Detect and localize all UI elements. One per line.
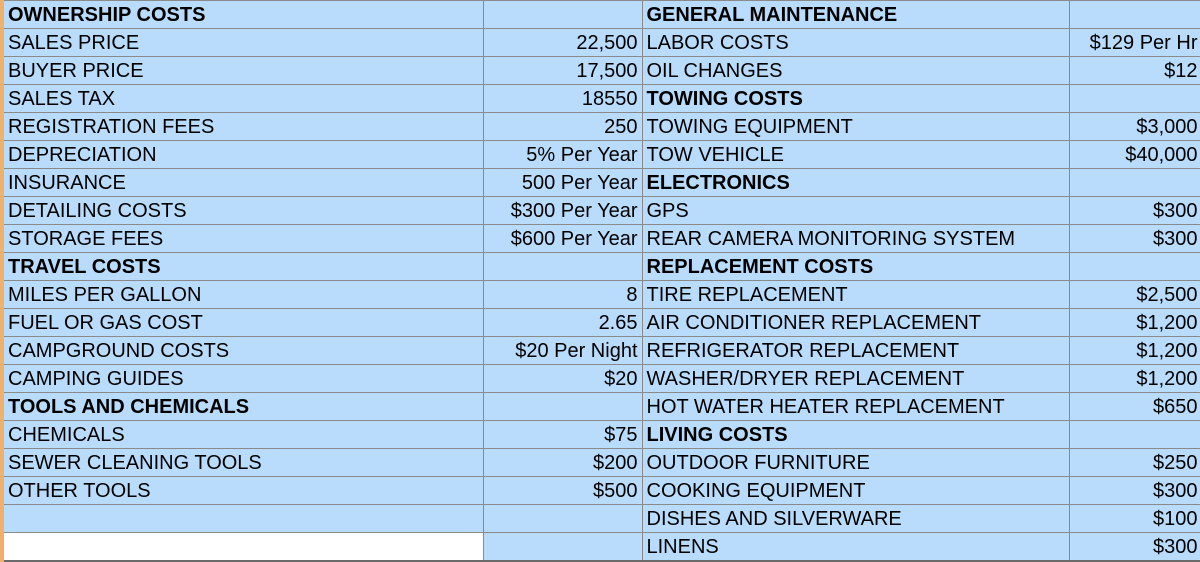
item-cell[interactable]: SEWER CLEANING TOOLS [2, 449, 483, 477]
table-row [2, 281, 1200, 309]
value-cell[interactable]: $12 [1069, 57, 1200, 85]
value-cell[interactable]: $3,000 [1069, 113, 1200, 141]
value-cell[interactable]: 8 [483, 281, 642, 309]
item-cell[interactable]: DEPRECIATION [2, 141, 483, 169]
item-cell[interactable]: OWNERSHIP COSTS [2, 1, 483, 29]
value-cell[interactable]: $650 [1069, 393, 1200, 421]
value-cell[interactable]: 5% Per Year [483, 141, 642, 169]
item-cell[interactable]: LABOR COSTS [642, 29, 1069, 57]
value-cell[interactable]: $20 [483, 365, 642, 393]
table-row [2, 113, 1200, 141]
value-cell[interactable]: $600 Per Year [483, 225, 642, 253]
item-cell[interactable]: INSURANCE [2, 169, 483, 197]
table-row [2, 85, 1200, 113]
value-cell[interactable]: $300 Per Year [483, 197, 642, 225]
value-cell[interactable] [483, 533, 642, 562]
table-row [2, 365, 1200, 393]
value-cell[interactable] [1069, 85, 1200, 113]
table-row [2, 393, 1200, 421]
item-cell[interactable]: REFRIGERATOR REPLACEMENT [642, 337, 1069, 365]
item-cell[interactable]: OIL CHANGES [642, 57, 1069, 85]
item-cell[interactable]: SALES PRICE [2, 29, 483, 57]
item-cell[interactable]: LINENS [642, 533, 1069, 562]
value-cell[interactable]: 22,500 [483, 29, 642, 57]
item-cell[interactable]: GPS [642, 197, 1069, 225]
value-cell[interactable]: 2.65 [483, 309, 642, 337]
item-cell[interactable]: AIR CONDITIONER REPLACEMENT [642, 309, 1069, 337]
item-cell[interactable]: MILES PER GALLON [2, 281, 483, 309]
item-cell[interactable]: OTHER TOOLS [2, 477, 483, 505]
item-cell[interactable]: DISHES AND SILVERWARE [642, 505, 1069, 533]
value-cell[interactable]: $40,000 [1069, 141, 1200, 169]
value-cell[interactable]: 18550 [483, 85, 642, 113]
item-cell[interactable]: COOKING EQUIPMENT [642, 477, 1069, 505]
value-cell[interactable]: $1,200 [1069, 365, 1200, 393]
item-cell[interactable]: CAMPGROUND COSTS [2, 337, 483, 365]
item-cell[interactable]: REAR CAMERA MONITORING SYSTEM [642, 225, 1069, 253]
value-cell[interactable] [1069, 1, 1200, 29]
value-cell[interactable] [483, 253, 642, 281]
value-cell[interactable]: $129 Per Hr [1069, 29, 1200, 57]
item-cell[interactable] [2, 533, 483, 562]
value-cell[interactable] [1069, 421, 1200, 449]
item-cell[interactable]: TOWING COSTS [642, 85, 1069, 113]
value-cell[interactable]: $300 [1069, 477, 1200, 505]
value-cell[interactable] [483, 1, 642, 29]
item-cell[interactable]: LIVING COSTS [642, 421, 1069, 449]
value-cell[interactable]: 500 Per Year [483, 169, 642, 197]
item-cell[interactable]: DETAILING COSTS [2, 197, 483, 225]
item-cell[interactable]: TOOLS AND CHEMICALS [2, 393, 483, 421]
item-cell[interactable] [2, 505, 483, 533]
value-cell[interactable]: $2,500 [1069, 281, 1200, 309]
table-row [2, 449, 1200, 477]
value-cell[interactable]: $200 [483, 449, 642, 477]
item-cell[interactable]: REGISTRATION FEES [2, 113, 483, 141]
table-row [2, 29, 1200, 57]
table-row [2, 477, 1200, 505]
item-cell[interactable]: CHEMICALS [2, 421, 483, 449]
table-row [2, 253, 1200, 281]
table-row [2, 141, 1200, 169]
item-cell[interactable]: OUTDOOR FURNITURE [642, 449, 1069, 477]
item-cell[interactable]: STORAGE FEES [2, 225, 483, 253]
item-cell[interactable]: REPLACEMENT COSTS [642, 253, 1069, 281]
value-cell[interactable]: $100 [1069, 505, 1200, 533]
value-cell[interactable]: $500 [483, 477, 642, 505]
item-cell[interactable]: CAMPING GUIDES [2, 365, 483, 393]
table-row [2, 505, 1200, 533]
item-cell[interactable]: WASHER/DRYER REPLACEMENT [642, 365, 1069, 393]
item-cell[interactable]: BUYER PRICE [2, 57, 483, 85]
item-cell[interactable]: HOT WATER HEATER REPLACEMENT [642, 393, 1069, 421]
item-cell[interactable]: TRAVEL COSTS [2, 253, 483, 281]
table-row [2, 533, 1200, 562]
value-cell[interactable]: $250 [1069, 449, 1200, 477]
value-cell[interactable] [1069, 253, 1200, 281]
item-cell[interactable]: FUEL OR GAS COST [2, 309, 483, 337]
table-row [2, 421, 1200, 449]
value-cell[interactable]: $20 Per Night [483, 337, 642, 365]
value-cell[interactable]: $1,200 [1069, 337, 1200, 365]
table-row [2, 337, 1200, 365]
item-cell[interactable]: GENERAL MAINTENANCE [642, 1, 1069, 29]
value-cell[interactable] [483, 505, 642, 533]
value-cell[interactable] [483, 393, 642, 421]
table-row [2, 225, 1200, 253]
value-cell[interactable]: $1,200 [1069, 309, 1200, 337]
item-cell[interactable]: SALES TAX [2, 85, 483, 113]
item-cell[interactable]: TIRE REPLACEMENT [642, 281, 1069, 309]
table-row [2, 1, 1200, 29]
item-cell[interactable]: ELECTRONICS [642, 169, 1069, 197]
item-cell[interactable]: TOW VEHICLE [642, 141, 1069, 169]
value-cell[interactable]: $300 [1069, 197, 1200, 225]
item-cell[interactable]: TOWING EQUIPMENT [642, 113, 1069, 141]
value-cell[interactable]: $300 [1069, 533, 1200, 562]
value-cell[interactable] [1069, 169, 1200, 197]
value-cell[interactable]: 250 [483, 113, 642, 141]
value-cell[interactable]: $300 [1069, 225, 1200, 253]
value-cell[interactable]: 17,500 [483, 57, 642, 85]
table-row [2, 197, 1200, 225]
value-cell[interactable]: $75 [483, 421, 642, 449]
table-row [2, 169, 1200, 197]
table-row [2, 309, 1200, 337]
table-row [2, 57, 1200, 85]
